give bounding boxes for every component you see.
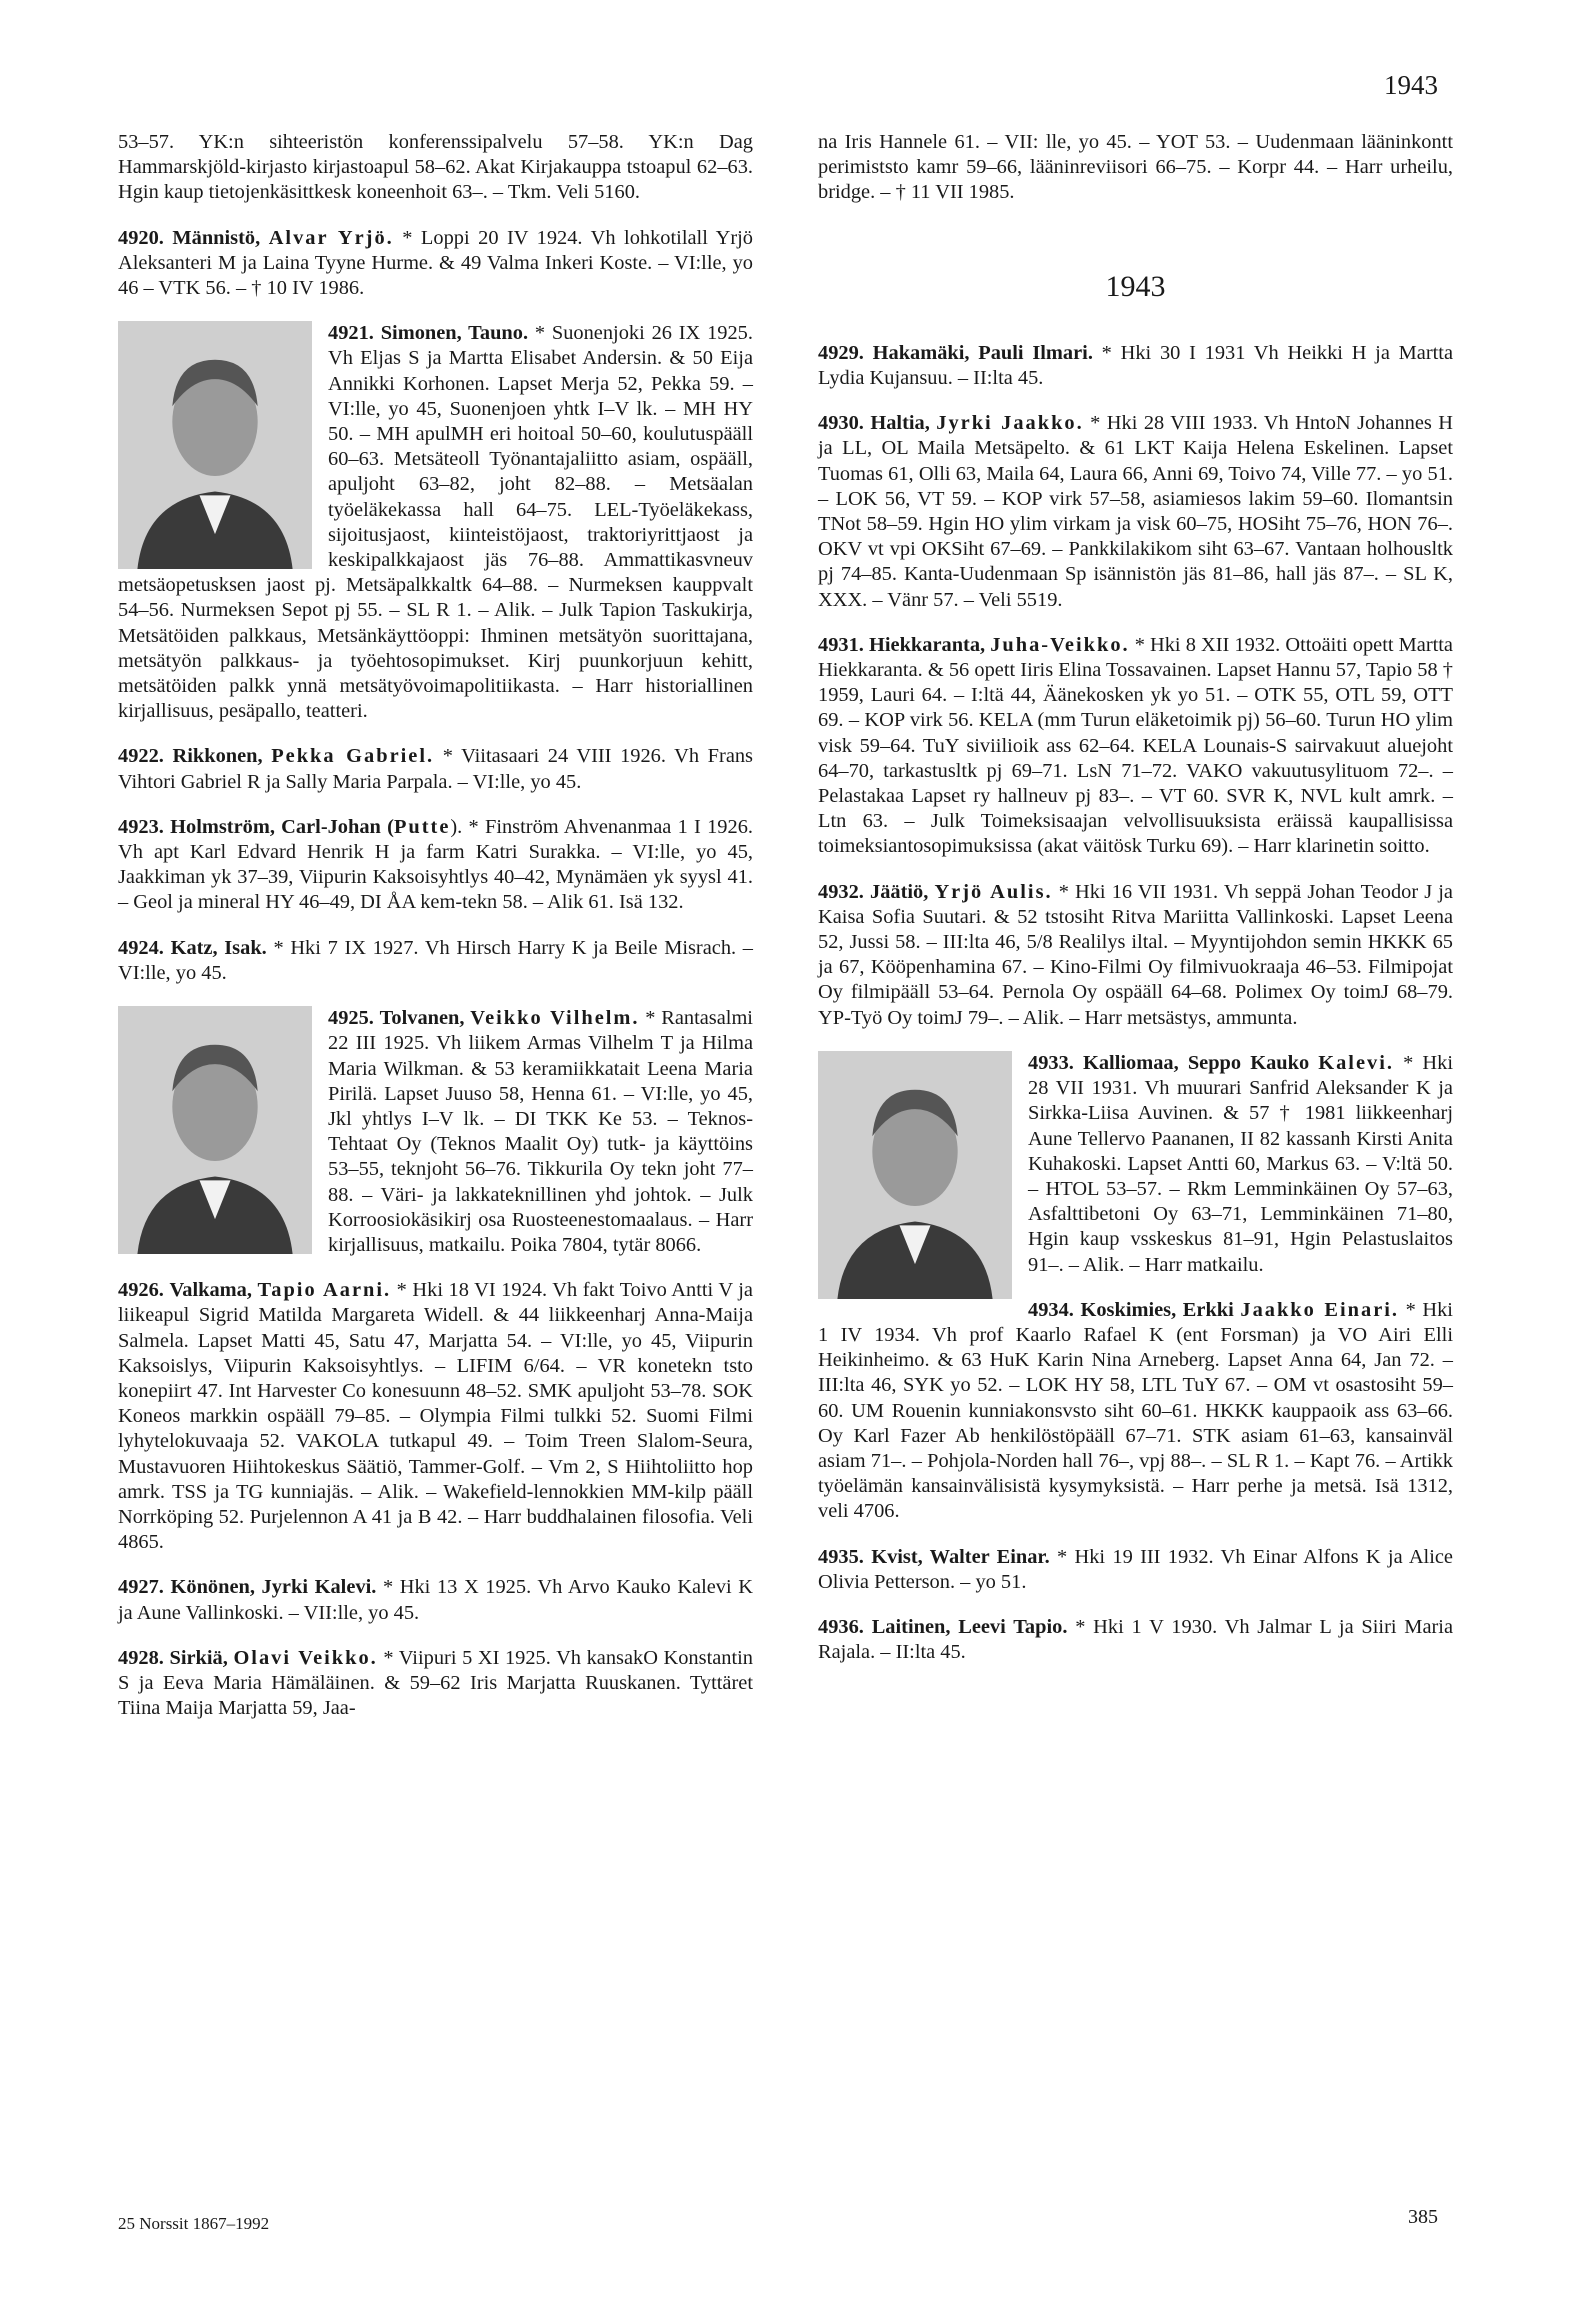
entry-name: Laitinen, Leevi Tapio. — [871, 1615, 1068, 1638]
biography-entry — [118, 226, 753, 302]
entry-name: Könönen, Jyrki Kalevi. — [170, 1576, 377, 1599]
portrait-photo — [118, 1006, 312, 1254]
right-column — [818, 130, 1453, 1685]
entry-name: Haltia, — [870, 412, 937, 435]
entry-number: 4920. — [118, 226, 164, 249]
entry-call-name: Olavi Veikko. — [233, 1646, 378, 1669]
entry-number: 4925. — [328, 1007, 374, 1030]
entry-text: * Viipuri 5 XI 1925. Vh kansakO Konstantin S ja Eeva Maria Hämäläinen. & 59–62 Iris Marjatta Ruuskanen. Tyttäret Tiina Maija Marjatta 59, Jaa- — [118, 1646, 754, 1720]
biography-entry — [118, 1575, 753, 1625]
continued-entry-text: 53–57. YK:n sihteeristön konferenssipalvelu 57–58. YK:n Dag Hammarskjöld-kirjasto kirjastoapul 58–62. Akat Kirjakauppa tstoapul 62–63. Hgin kaup tietojenkäsittkesk koneenhoit 63–. – Tkm. Veli 5160. — [118, 131, 753, 204]
entry-text: * Hki 28 VIII 1933. Vh HntoN Johannes H ja LL, OL Maila Metsäpelto. & 61 LKT Kaija Helena Eskelinen. Lapset Tuomas 61, Olli 63, Maila 64, Laura 66, Anni 69, Toivo 74, Ville 77. – yo 51. – LOK 56, VT 59. – KOP virk 57–58, asiamiesos lakim 59–60. Ilomantsin TNot 58–59. Hgin HO ylim virkam ja visk 60–75, HOSiht 75–76, HON 76–. OKV vt vpi OKSiht 67–69. – Pankkilakikom siht 63–67. Vantaan holhousltk pj 74–85. Kanta-Uudenmaan Sp isännistön jäs 81–86, hall jäs 87–. – SL K, XXX. – Vänr 57. – Veli 5519. — [818, 412, 1453, 611]
entry-number: 4934. — [1028, 1298, 1074, 1321]
entry-call-name: Tapio Aarni. — [257, 1279, 392, 1302]
entry-text: * Loppi 20 IV 1924. Vh lohkotilall Yrjö Aleksanteri M ja Laina Tyyne Hurme. & 49 Valma Inkeri Koste. – VI:lle, yo 46 – VTK 56. – † 10 IV 1986. — [118, 226, 753, 300]
entry-text: * Hki 1 V 1930. Vh Jalmar L ja Siiri Maria Rajala. – II:lta 45. — [818, 1615, 1453, 1664]
entry-name: Kalliomaa, Seppo Kauko — [1083, 1051, 1319, 1074]
entry-name: Holmström, Carl-Johan ( — [170, 815, 394, 838]
entry-number: 4935. — [818, 1545, 864, 1568]
entry-text: * Hki 30 I 1931 Vh Heikki H ja Martta Lydia Kujansuu. – II:lta 45. — [818, 341, 1453, 390]
entry-name: Valkama, — [169, 1279, 258, 1302]
entry-text: * Hki 8 XII 1932. Ottoäiti opett Martta Hiekkaranta. & 56 opett Iiris Elina Tossavainen. Lapset Hannu 57, Tapio 58 † 1959, Lauri 64. – I:ltä 44, Äänekosken yk yo 51. – OTK 55, OTL 59, OTT 69. – KOP virk 56. KELA (mm Turun eläketoimik pj) 56–60. Turun HO ylim visk 59–64. TuY siviilioik ass 62–64. KELA Lounais-S sairvakuut aluejoht 64–70, tarkastusltk pj 69–71. LsN 71–72. VAKO vakuutusylituom 72–. – Pelastakaa Lapset ry hallneuv pj 83–. – VT 60. SVR K, NVL kult amrk. – Ltn 63. – Julk Toimeksisaajan velvollisuuksista eräissä kaupallisissa toimeksiantosopimuksissa (akat väitösk Turku 69). – Harr klarinetin soitto. — [818, 633, 1453, 858]
entry-name: Hakamäki, Pauli Ilmari. — [872, 341, 1093, 364]
entry-number: 4922. — [118, 745, 164, 768]
left-entries — [118, 226, 753, 1722]
entry-number: 4931. — [818, 633, 864, 656]
biography-entry — [118, 936, 753, 986]
portrait-photo — [118, 321, 312, 569]
biography-entry — [118, 321, 753, 724]
entry-number: 4936. — [818, 1615, 864, 1638]
entry-call-name: Alvar Yrjö. — [268, 226, 394, 249]
entry-number: 4924. — [118, 936, 164, 959]
entry-name: Kvist, Walter Einar. — [871, 1545, 1050, 1568]
entry-number: 4930. — [818, 412, 864, 435]
entry-call-name: Juha-Veikko. — [990, 633, 1130, 656]
entry-name: Simonen, Tauno. — [380, 322, 529, 345]
section-year-heading: 1943 — [1105, 269, 1166, 303]
biography-entry — [818, 1615, 1453, 1665]
entry-text: * Hki 28 VII 1931. Vh muurari Sanfrid Aleksander K ja Sirkka-Liisa Auvinen. & 57 † 1981 liikkeenharj Aune Tellervo Paananen, II 82 kassanh Kirsti Anita Kuhakoski. Lapset Antti 60, Markus 63. – V:ltä 50. – HTOL 53–57. – Rkm Lemminkäinen Oy 57–63, Asfalttibetoni Oy 63–71, Lemminkäinen 71–80, Hgin kaup vsskeskus 81–91, Hgin Pelastuslaitos 91–. – Alik. – Harr matkailu. — [1028, 1051, 1453, 1276]
entry-call-name: Putte — [393, 815, 451, 838]
entry-name: Hiekkaranta, — [869, 633, 991, 656]
entry-name: Katz, Isak. — [170, 936, 267, 959]
biography-entry — [118, 1278, 753, 1555]
biography-entry — [818, 411, 1453, 613]
entry-text: * Suonenjoki 26 IX 1925. Vh Eljas S ja Martta Elisabet Andersin. & 50 Eija Annikki Korhonen. Lapset Merja 52, Pekka 59. – VI:lle, yo 45, Suonenjoen yhtk I–V lk. – MH HY 50. – MH apulMH eri hoitoal 50–60, koulutuspääll 60–63. Metsäteoll Työnantajaliitto asiam, ospääll, apuljoht 63–82, joht 82–88. – Metsäalan työeläkekassa hall 64–75. LEL-Työeläkekass, sijoitusjaost, kiinteistöjaost, traktoriyrittjaost ja keskipalkkajaost jäs 76–88. Ammattikasvneuv metsäopetusksen jaost pj. Metsäpalkkaltk 64–88. – Nurmeksen kauppvalt 54–56. Nurmeksen Sepot pj 55. – SL R 1. – Alik. – Julk Tapion Taskukirja, Metsätöiden palkkaus, Metsänkäyttöoppi: Ihminen metsätyön suorittajana, metsätyön palkkaus- ja työehtosopimukset. Kirj puunkorjuun kehitt, metsätöiden palkk ynnä metsätyövoimapolitiikasta. – Harr historiallinen kirjallisuus, pesäpallo, teatteri. — [118, 322, 753, 723]
entry-text: * Hki 18 VI 1924. Vh fakt Toivo Antti V ja liikeapul Sigrid Matilda Margareta Widell. & 44 liikkeenharj Anna-Maija Salmela. Lapset Matti 45, Satu 47, Marjatta 54. – VI:lle, yo 45, Viipurin Kaksoislys, Viipurin Kaksoisyhtlys. – LIFIM 6/64. – VR konetekn tsto konepiirt 47. Int Harvester Co konesuunn 48–52. SMK apuljoht 53–78. SOK Koneos markkin ospääll 79–85. – Olympia Filmi tulkki 52. Suomi Filmi lyhytelokuvaaja 52. VAKOLA tutkapul 49. – Toim Treen Slalom-Seura, Mustavuoren Hiihtokeskus Säätiö, Tammer-Golf. – Vm 2, S Hiihtoliitto hop amrk. TSS ja TG kunniajäs. – Alik. – Wakefield-lennokkien MM-kilp pääll Norrköping 52. Purjelennon A 41 ja B 42. – Harr buddhalainen filosofia. Veli 4865. — [118, 1279, 753, 1554]
entry-number: 4927. — [118, 1576, 164, 1599]
entry-number: 4929. — [818, 341, 864, 364]
entry-name: Jäätiö, — [870, 880, 935, 903]
entry-number: 4923. — [118, 815, 164, 838]
entry-name: Koskimies, Erkki — [1080, 1298, 1241, 1321]
left-column — [118, 130, 753, 1741]
biography-entry — [118, 1646, 753, 1722]
entry-text: * Rantasalmi 22 III 1925. Vh liikem Armas Vilhelm T ja Hilma Maria Wilkman. & 53 keramiikkatait Leena Maria Pirilä. Lapset Juuso 58, Henna 61. – VI:lle, yo 45, Jkl yhtlys I–V lk. – DI TKK Ke 53. – Teknos-Tehtaat Oy (Teknos Maalit Oy) tutk- ja käyttöins 53–55, teknjoht 56–76. Tikkurila Oy tekn joht 77–88. – Väri- ja lakkateknillinen yhd johtok. – Julk Korroosiokäsikirj osa Ruosteenestomaalaus. – Harr kirjallisuus, matkailu. Poika 7804, tytär 8066. — [328, 1007, 753, 1256]
entry-number: 4921. — [328, 322, 374, 345]
entry-text: * Viitasaari 24 VIII 1926. Vh Frans Vihtori Gabriel R ja Sally Maria Parpala. – VI:lle, yo 45. — [118, 745, 753, 793]
entry-text: * Hki 1 IV 1934. Vh prof Kaarlo Rafael K (ent Forsman) ja VO Airi Elli Heikinheimo. & 63 HuK Karin Nina Arneberg. Lapset Anna 64, Jan 72. – III:lta 46, SYK yo 52. – LOK HY 58, LTL TuY 67. – OM vt osastosiht 59–60. UM Rouenin kunniakonsvsto siht 60–61. HKKK kauppaoik ass 63–66. Oy Karl Fazer Ab henkilöstöpääll 67–71. STK asiam 61–63, kansainväl asiam 71–. – Pohjola-Norden hall 76–, vpj 88–. – SL R 1. – Kapt 76. – Artikk työelämän kansainvälisistä kysymyksistä. – Harr perhe ja metsä. Isä 1312, veli 4706. — [818, 1298, 1453, 1523]
entry-call-name: Veikko Vilhelm. — [470, 1007, 640, 1030]
entry-number: 4933. — [1028, 1051, 1074, 1074]
entry-call-name: Kalevi. — [1318, 1051, 1394, 1074]
entry-text: * Hki 13 X 1925. Vh Arvo Kauko Kalevi K ja Aune Vallinkoski. – VII:lle, yo 45. — [118, 1576, 754, 1624]
right-entries — [818, 341, 1453, 1666]
entry-name: Rikkonen, — [172, 745, 272, 768]
biography-entry — [818, 633, 1453, 860]
entry-call-name: Yrjö Aulis. — [934, 880, 1053, 903]
biography-entry — [118, 744, 753, 794]
biography-entry — [118, 1006, 753, 1258]
biography-entry — [818, 1298, 1453, 1525]
biography-entry — [818, 880, 1453, 1031]
entry-text: * Hki 16 VII 1931. Vh seppä Johan Teodor J ja Kaisa Sofia Suutari. & 52 tstosiht Ritva Mariitta Vallinkoski. Lapset Leena 52, Jussi 58. – III:lta 46, 5/8 Realilys iltal. – Myyntijohdon semin HKKK 65 ja 67, Kööpenhamina 67. – Kino-Filmi Oy filmivuokraaja 46–53. Filmipojat Oy filmipääll 53–64. Pernola Oy ospääll 64–68. Polimex Oy toimJ 68–79. YP-Työ Oy toimJ 79–. – Alik. – Harr metsästys, ammunta. — [818, 880, 1453, 1029]
page-number: 385 — [1408, 2206, 1438, 2228]
entry-text: * Hki 7 IX 1927. Vh Hirsch Harry K ja Beile Misrach. – VI:lle, yo 45. — [118, 936, 753, 984]
entry-text: ). * Finström Ahvenanmaa 1 I 1926. Vh apt Karl Edvard Henrik H ja farm Katri Surakka. – VI:lle, yo 45, Jaakkiman yk 37–39, Viipurin Kaksoisyhtlys 40–42, Mynämäen yk syysl 41. – Geol ja mineral HY 46–49, DI ÅA kem-tekn 58. – Alik 61. Isä 132. — [118, 815, 753, 914]
biography-entry — [818, 1051, 1453, 1278]
entry-number: 4928. — [118, 1646, 164, 1669]
entry-name: Männistö, — [172, 226, 269, 249]
entry-call-name: Pekka Gabriel. — [271, 745, 435, 768]
footer-book-title: 25 Norssit 1867–1992 — [118, 2214, 270, 2233]
entry-number: 4926. — [118, 1279, 164, 1302]
entry-call-name: Jyrki Jaakko. — [936, 412, 1084, 435]
entry-name: Tolvanen, — [379, 1007, 471, 1030]
page-year-header: 1943 — [1384, 70, 1438, 100]
biography-entry — [818, 1545, 1453, 1595]
biography-entry — [818, 341, 1453, 391]
continued-entry-text: na Iris Hannele 61. – VII: lle, yo 45. – YOT 53. – Uudenmaan lääninkontt perimiststo kamr 59–66, lääninreviisori 66–75. – Korpr 44. – Harr urheilu, bridge. – † 11 VII 1985. — [818, 131, 1453, 204]
entry-number: 4932. — [818, 880, 864, 903]
entry-call-name: Jaakko Einari. — [1240, 1298, 1400, 1321]
portrait-photo — [818, 1051, 1012, 1299]
biography-entry — [118, 815, 753, 916]
entry-name: Sirkiä, — [169, 1646, 234, 1669]
entry-text: * Hki 19 III 1932. Vh Einar Alfons K ja Alice Olivia Petterson. – yo 51. — [818, 1545, 1453, 1593]
